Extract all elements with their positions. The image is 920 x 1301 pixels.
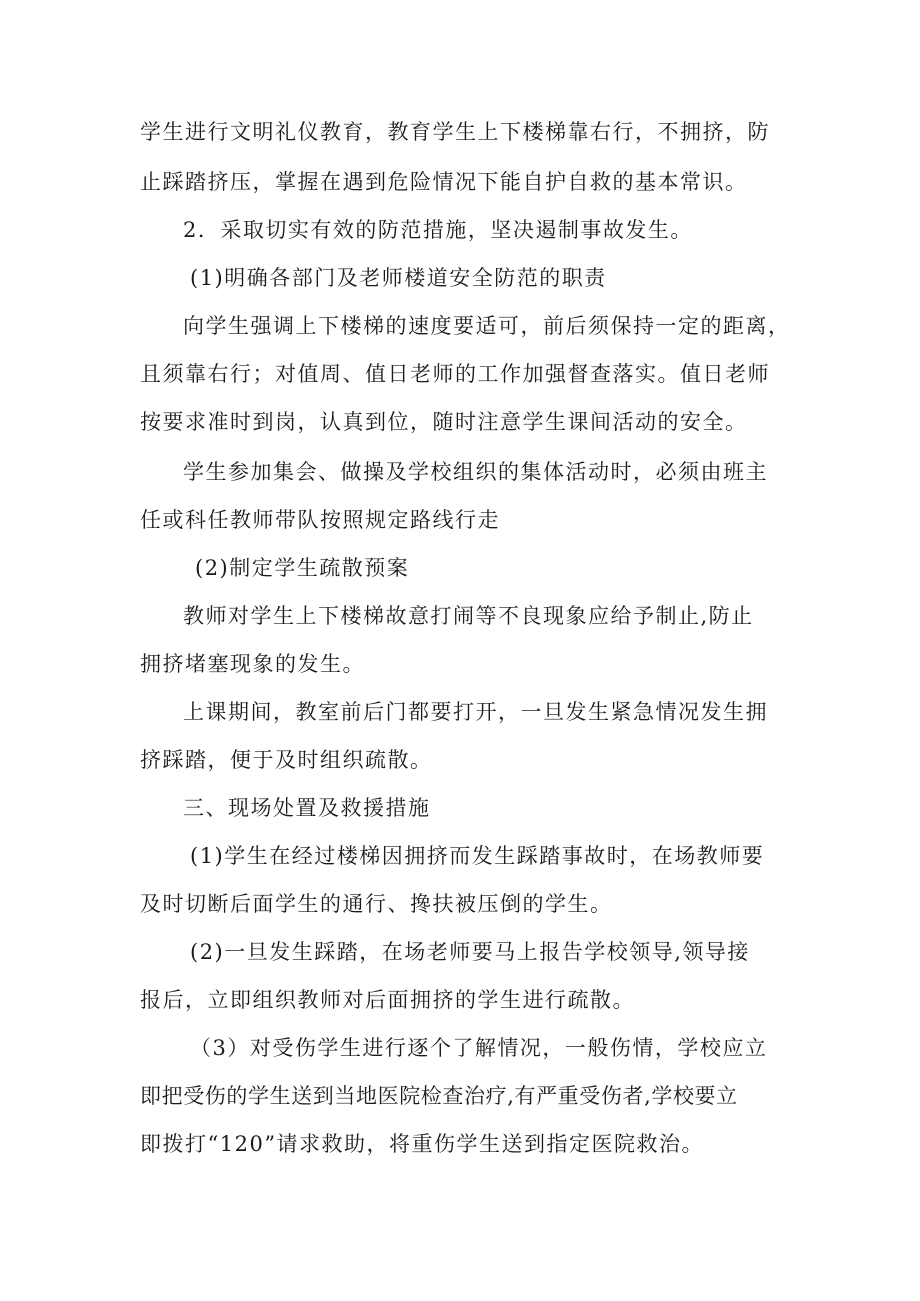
subsection-heading: (2)制定学生疏散预案 bbox=[195, 556, 410, 580]
text-line: 向学生强调上下楼梯的速度要适可，前后须保持一定的距离， bbox=[183, 314, 791, 338]
text-line: 即拨打“120”请求救助，将重伤学生送到指定医院救治。 bbox=[140, 1132, 705, 1156]
text-line: 学生参加集会、做操及学校组织的集体活动时，必须由班主 bbox=[183, 460, 768, 484]
text-line: (2)一旦发生踩踏，在场老师要马上报告学校领导,领导接 bbox=[190, 940, 750, 964]
section-heading: 2．采取切实有效的防范措施，坚决遏制事故发生。 bbox=[183, 218, 693, 242]
text-line: 上课期间，教室前后门都要打开，一旦发生紧急情况发生拥 bbox=[183, 700, 768, 724]
text-line: 按要求准时到岗，认真到位，随时注意学生课间活动的安全。 bbox=[140, 410, 748, 434]
text-line: （3）对受伤学生进行逐个了解情况，一般伤情，学校应立 bbox=[190, 1036, 768, 1060]
text-line: (1)学生在经过楼梯因拥挤而发生踩踏事故时，在场教师要 bbox=[190, 844, 765, 868]
text-line: 拥挤堵塞现象的发生。 bbox=[140, 652, 365, 676]
text-line: 任或科任教师带队按照规定路线行走 bbox=[140, 508, 500, 532]
text-line: 止踩踏挤压，掌握在遇到危险情况下能自护自救的基本常识。 bbox=[140, 170, 748, 194]
text-line: 且须靠右行；对值周、值日老师的工作加强督查落实。值日老师 bbox=[140, 362, 770, 386]
section-heading: 三、现场处置及救援措施 bbox=[183, 796, 431, 820]
text-line: 即把受伤的学生送到当地医院检查治疗,有严重受伤者,学校要立 bbox=[140, 1084, 738, 1108]
text-line: 学生进行文明礼仪教育，教育学生上下楼梯靠右行，不拥挤，防 bbox=[140, 120, 770, 144]
text-line: 教师对学生上下楼梯故意打闹等不良现象应给予制止,防止 bbox=[183, 604, 754, 628]
text-line: 报后，立即组织教师对后面拥挤的学生进行疏散。 bbox=[140, 988, 635, 1012]
text-line: 挤踩踏，便于及时组织疏散。 bbox=[140, 748, 433, 772]
text-line: 及时切断后面学生的通行、搀扶被压倒的学生。 bbox=[140, 892, 613, 916]
subsection-heading: (1)明确各部门及老师楼道安全防范的职责 bbox=[190, 266, 607, 290]
